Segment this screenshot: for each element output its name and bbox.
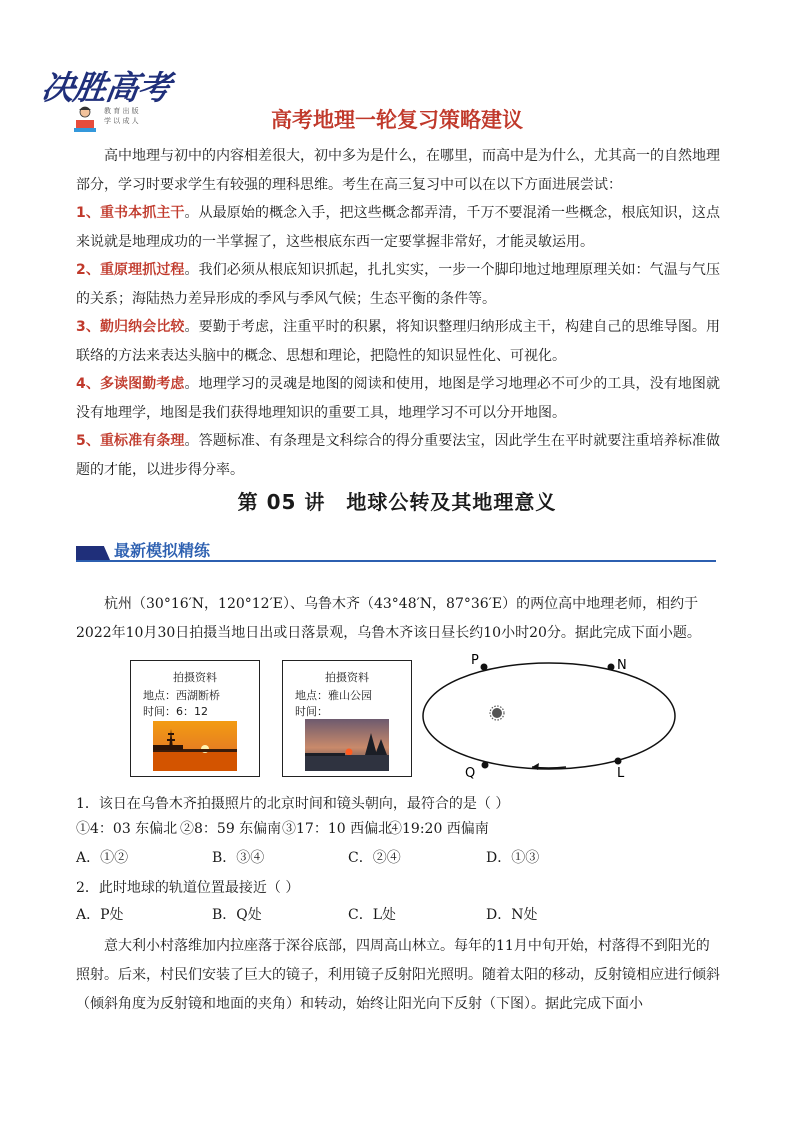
- answer-choice[interactable]: A．①②: [76, 850, 129, 866]
- orbit-ellipse: [423, 663, 675, 769]
- passage-1-text: 杭州（30°16′N，120°12′E）、乌鲁木齐（43°48′N，87°36′E）的两位高中地理老师，相约于2022年10月30日拍摄当地日出或日落景观，乌鲁木齐该日昼长约10小时20分。据此完成下面小题。: [76, 596, 701, 641]
- tip-heading: 重原理抓过程: [99, 262, 185, 278]
- photo-header: 拍摄资料: [325, 671, 369, 684]
- tip-number: 4、: [76, 376, 100, 392]
- passage-2: [76, 932, 720, 1019]
- tip-body: 。答题标准、有条理是文科综合的得分重要法宝，因此学生在平时就要注重培养标准做题的才能，以进步得分率。: [76, 433, 721, 478]
- answer-choice[interactable]: D．N处: [486, 907, 538, 923]
- intro-text: 高中地理与初中的内容相差很大，初中多为是什么，在哪里，而高中是为什么，尤其高一的自然地理部分，学习时要求学生有较强的理科思维。考生在高三复习中可以在以下方面进展尝试：: [76, 148, 720, 193]
- intro-paragraph: [76, 142, 720, 199]
- tip-number: 2、: [76, 262, 100, 278]
- question-1-item: ②8：59 东偏南: [180, 821, 282, 837]
- section-header: [76, 538, 716, 562]
- photo-card-hangzhou: [130, 660, 260, 777]
- passage-1: [76, 590, 720, 647]
- photo-card-urumqi: [282, 660, 412, 777]
- tip-5: [76, 427, 720, 484]
- photo-header: 拍摄资料: [173, 671, 217, 684]
- sunrise-photo-west-lake: [153, 721, 237, 771]
- question-2-stem: 2．此时地球的轨道位置最接近（ ）: [76, 880, 300, 896]
- earth-orbit-diagram: [418, 650, 680, 780]
- orbit-point-n: [608, 664, 615, 671]
- orbit-point-l: [615, 758, 622, 765]
- tip-heading: 多读图勤考虑: [99, 376, 185, 392]
- question-1-items: [76, 818, 720, 846]
- answer-choice[interactable]: C．L处: [348, 907, 397, 923]
- photo-time: 时间：: [295, 705, 328, 718]
- tip-heading: 重标准有条理: [99, 433, 185, 449]
- photo-place: 地点：西湖断桥: [143, 689, 220, 702]
- tip-body: 。要勤于考虑，注重平时的积累，将知识整理归纳形成主干，构建自己的思维导图。用联络的方法来表达头脑中的概念、思想和理论，把隐性的知识显性化、可视化。: [76, 319, 721, 364]
- answer-choice[interactable]: A．P处: [76, 907, 124, 923]
- section-label: 最新模拟精练: [114, 541, 211, 560]
- question-1-item: ③17：10 西偏北: [282, 821, 393, 837]
- tip-number: 5、: [76, 433, 100, 449]
- tip-3: [76, 313, 720, 370]
- question-1-item: ①4：03 东偏北: [76, 821, 178, 837]
- tip-number: 3、: [76, 319, 100, 335]
- tip-number: 1、: [76, 205, 100, 221]
- tip-body: 。我们必须从根底知识抓起，扎扎实实，一步一个脚印地过地理原理关如：气温与气压的关系；海陆热力差异形成的季风与季风气候；生态平衡的条件等。: [76, 262, 721, 307]
- question-1-item: ④19:20 西偏南: [388, 821, 489, 837]
- sunset-photo-park: [305, 719, 389, 771]
- tip-heading: 勤归纳会比较: [99, 319, 185, 335]
- tip-2: [76, 256, 720, 313]
- tip-4: [76, 370, 720, 427]
- photo-place: 地点：雅山公园: [295, 689, 372, 702]
- answer-choice[interactable]: D．①③: [486, 850, 540, 866]
- answer-choice[interactable]: B．③④: [212, 850, 265, 866]
- orbit-point-p: [481, 664, 488, 671]
- answer-choice[interactable]: B．Q处: [212, 907, 262, 923]
- tip-body: 。从最原始的概念入手，把这些概念都弄清，千万不要混淆一些概念，根底知识，这点来说就是地理成功的一半掌握了，这些根底东西一定要掌握非常好，才能灵敏运用。: [76, 205, 721, 250]
- question-1-choices: [76, 847, 720, 875]
- question-2-choices: [76, 904, 720, 932]
- lecture-title: 第 05 讲 地球公转及其地理意义: [237, 490, 557, 514]
- orbit-label-p: P: [471, 653, 479, 668]
- answer-choice[interactable]: C．②④: [348, 850, 401, 866]
- sun-icon: [490, 706, 504, 720]
- tip-heading: 重书本抓主干: [99, 205, 185, 221]
- question-1-stem: 1．该日在乌鲁木齐拍摄照片的北京时间和镜头朝向，最符合的是（ ）: [76, 796, 510, 812]
- orbit-label-l: L: [617, 766, 625, 780]
- logo-subtitle: 教 育 出 版 学 以 成 人: [104, 107, 139, 125]
- tip-body: 。地理学习的灵魂是地图的阅读和使用，地图是学习地理必不可少的工具，没有地图就没有地理学，地图是我们获得地理知识的重要工具，地理学习不可以分开地图。: [76, 376, 721, 421]
- section-divider: [76, 560, 716, 562]
- orbit-label-q: Q: [465, 766, 476, 780]
- orbit-point-q: [482, 762, 489, 769]
- page-title: 高考地理一轮复习策略建议: [271, 108, 523, 132]
- photo-time: 时间：6：12: [143, 705, 208, 718]
- logo-text: 决胜高考: [38, 68, 173, 107]
- section-marker-icon: [76, 546, 110, 560]
- passage-2-text: 意大利小村落维加内拉座落于深谷底部，四周高山林立。每年的11月中旬开始，村落得不到阳光的照射。后来，村民们安装了巨大的镜子，利用镜子反射阳光照明。随着太阳的移动，反射镜相应进行倾斜（倾斜角度为反射镜和地面的夹角）和转动，始终让阳光向下反射（下图）。据此完成下面小: [76, 938, 720, 1012]
- orbit-label-n: N: [617, 658, 627, 673]
- tip-1: [76, 199, 720, 256]
